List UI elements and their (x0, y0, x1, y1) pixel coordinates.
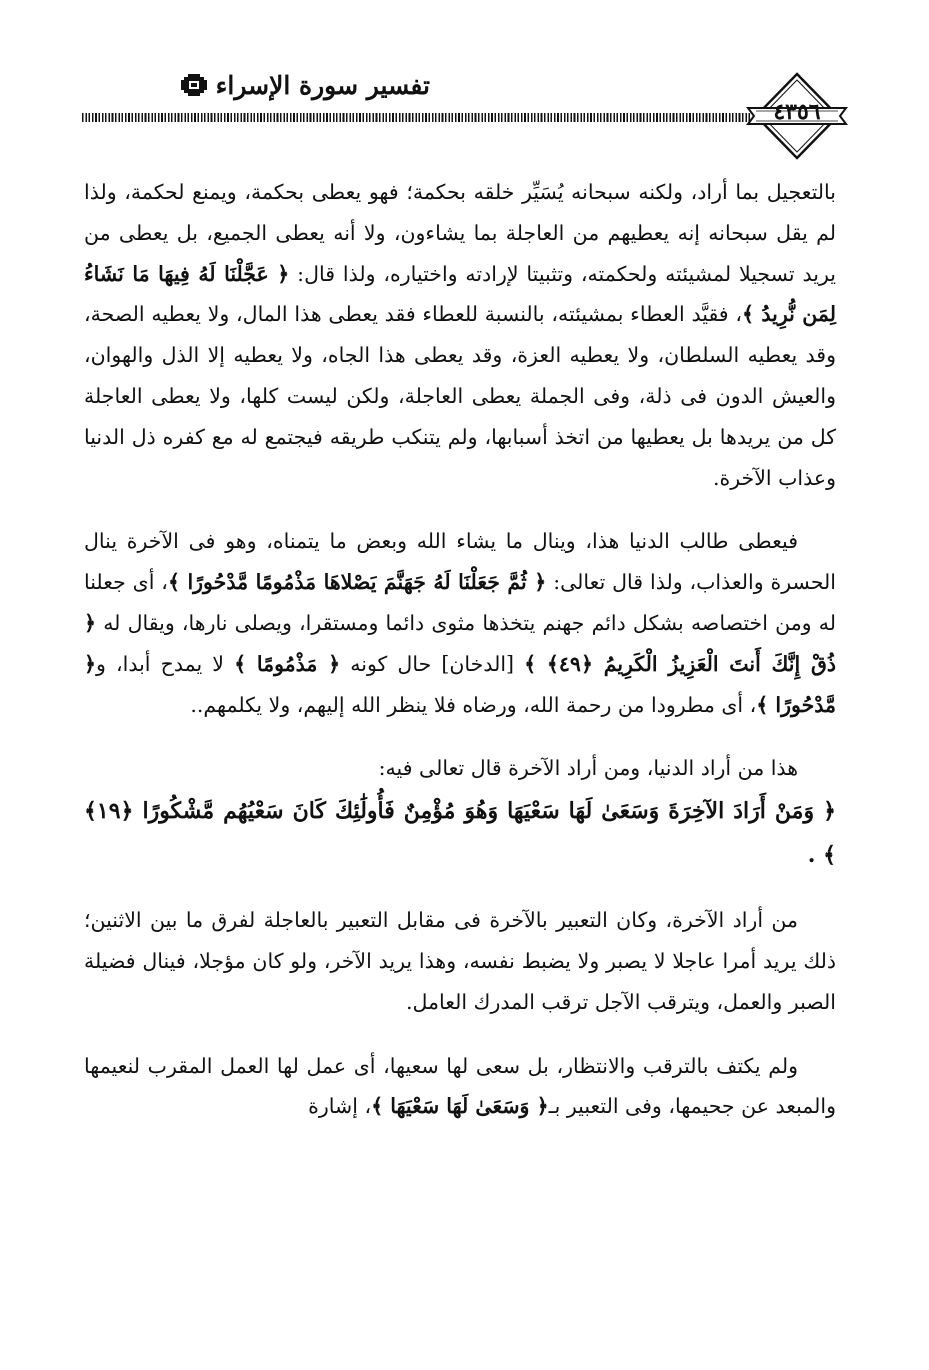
text-run: فيعطى طالب الدنيا هذا، وينال ما يشاء الله وبعض ما يتمناه، وهو فى الآخرة ينال الحسرة والعذاب، ولذا قال تعالى: (84, 529, 836, 595)
quran-quote: ﴿ وَسَعَىٰ لَهَا سَعْيَهَا ﴾ (371, 1094, 549, 1119)
text-run: من أراد الآخرة، وكان التعبير بالآخرة فى مقابل التعبير بالعاجلة لفرق ما بين الاثنين؛ ذلك يريد أمرا عاجلا لا يصبر ولا يضبط نفسه، وهذا يريد الآخر، ولو كان مؤجلا، فينال فضيلة الصبر والعمل، ويترقب الآجل ترقب المدرك العامل. (84, 908, 836, 1014)
paragraph-gap (84, 877, 836, 900)
quran-quote: ﴿ ذُقْ إِنَّكَ أَنتَ الْعَزِيزُ الْكَرِيمُ ﴿٤٩﴾ ﴾ (84, 610, 836, 676)
paragraph-gap (84, 1023, 836, 1046)
text-run: ، أى مطرودا من رحمة الله، ورضاه فلا ينظر الله إليهم، ولا يكلمهم.. (190, 692, 757, 717)
text-run: ، إشارة (308, 1094, 372, 1119)
paragraph-1 (84, 172, 836, 498)
text-run: هذا من أراد الدنيا، ومن أراد الآخرة قال تعالى فيه: (378, 756, 798, 781)
text-run: بالتعجيل بما أراد، ولكنه سبحانه يُسَيِّر خلقه بحكمة؛ فهو يعطى بحكمة، ويمنع لحكمة، ولذا لم يقل سبحانه إنه يعطيهم من العاجلة بما يشاءون، ولا أنه يعطى الجميع، بل يعطى من يريد تسجيلا لمشيئته ولحكمته، وتثبيتا لإرادته واختياره، ولذا قال: (84, 180, 836, 286)
quran-verse-block (84, 789, 836, 877)
running-header (90, 68, 430, 106)
text-run: ولم يكتف بالترقب والانتظار، بل سعى لها سعيها، أى عمل لها العمل المقرب لنعيمها والمبعد عن جحيمها، وفى التعبير بـ (84, 1053, 836, 1119)
paragraph-gap (84, 498, 836, 521)
paragraph-gap (84, 725, 836, 748)
quran-quote: ﴿ عَجَّلْنَا لَهُ فِيهَا مَا نَشَاءُ لِمَن نُّرِيدُ ﴾ (84, 261, 836, 327)
verse-end: . (807, 842, 824, 869)
page-number: ٤٣٥٦ (773, 99, 821, 125)
quran-quote: ﴿ ثُمَّ جَعَلْنَا لَهُ جَهَنَّمَ يَصْلاهَا مَذْمُومًا مَّدْحُورًا ﴾ (167, 570, 547, 595)
running-title: تفسير سورة الإسراء (215, 71, 430, 100)
text-run: ، أى جعلنا له ومن اختصاصه بشكل دائم جهنم يتخذها مثوى دائما ومستقرا، ويصلى نارها، ويقال له (84, 570, 836, 635)
header-rule (82, 113, 750, 122)
paragraph-3 (84, 748, 836, 789)
page-number-badge (742, 72, 852, 164)
quran-quote: ﴿ مَذْمُومًا ﴾ (234, 651, 341, 676)
paragraph-2 (84, 521, 836, 725)
text-run: لا يمدح أبدا، و (96, 651, 235, 676)
text-run: [الدخان] حال كونه (340, 651, 525, 676)
page-body (84, 172, 836, 1127)
paragraph-4 (84, 900, 836, 1022)
quran-verse: ﴿ وَمَنْ أَرَادَ الآخِرَةَ وَسَعَىٰ لَهَا سَعْيَهَا وَهُوَ مُؤْمِنٌ فَأُولَٰئِكَ كَانَ سَعْيُهُم مَّشْكُورًا ﴿١٩﴾ ﴾ (84, 798, 836, 869)
paragraph-5 (84, 1046, 836, 1128)
ornament-icon (181, 70, 207, 106)
text-run: ، فقيَّد العطاء بمشيئته، بالنسبة للعطاء فقد يعطى هذا المال، ولا يعطيه الصحة، وقد يعطيه السلطان، ولا يعطيه العزة، وقد يعطى هذا الجاه، ولا يعطيه إلا الذل والهوان، والعيش الدون فى ذلة، وفى الجملة يعطى العاجلة، ولكن ليست كلها، ولا يعطى العاجلة كل من يريدها بل يعطيها من اتخذ أسبابها، ولم يتنكب طريقه فيجتمع له مع كفره ذل الدنيا وعذاب الآخرة. (84, 302, 836, 490)
quran-quote: ﴿ مَّدْحُورًا ﴾ (84, 651, 836, 717)
